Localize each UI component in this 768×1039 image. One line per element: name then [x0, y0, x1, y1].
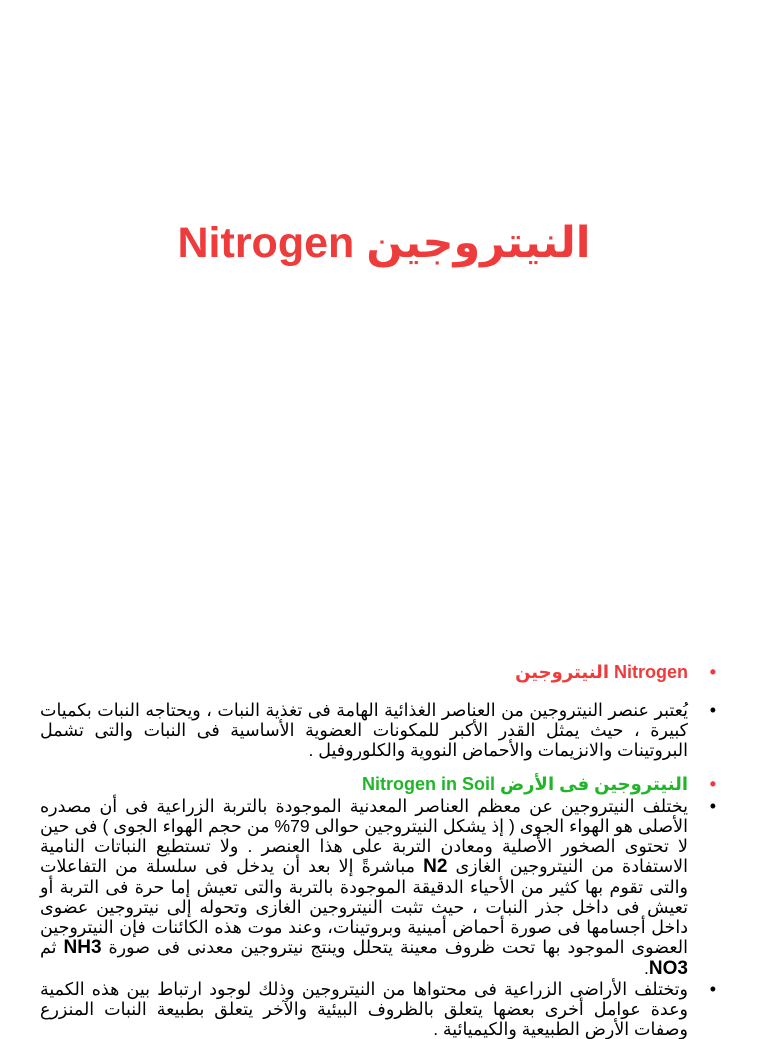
list-item [40, 796, 728, 979]
heading-nitrogen: Nitrogen النيتروجين [515, 662, 688, 682]
bullet-dot: • [709, 796, 716, 816]
paragraph-soil-end: . [644, 958, 649, 978]
list-item [40, 774, 728, 794]
slide-title: Nitrogen النيتروجين [177, 219, 591, 267]
list-item [40, 662, 728, 682]
bullet-dot: • [709, 979, 716, 999]
list-item [40, 700, 728, 760]
bullet-dot: • [709, 774, 716, 794]
paragraph-soil-part-c: ثم [40, 937, 57, 957]
heading-nitrogen-in-soil: النيتروجين فى الأرض Nitrogen in Soil [361, 774, 688, 794]
list-item [40, 979, 728, 1039]
bullet-list [40, 662, 728, 1039]
paragraph-soil-part-b: مباشرةً إلا بعد أن يدخل فى سلسلة من التفاعلات والتى تقوم بها كثير من الأحياء الدقيقة الموجودة بالتربة والتى تعيش إما حرة فى التربة أو تعيش فى داخل جذر النبات ، حيث تثبت النيتروجين الغازى وتحوله إلى نيتروجين عضوى داخل أجسامها فى صورة أحماض أمينية وبروتينات، وعند موت هذه الكائنات فإن النيتروجين العضوى الموجود بها تحت ظروف معينة يتحلل وينتج نيتروجين معدنى فى صورة [40, 856, 688, 957]
bullet-dot: • [709, 700, 716, 720]
formula-n2: N2 [423, 856, 448, 877]
formula-no3: NO3 [648, 958, 688, 979]
paragraph-importance: يُعتبر عنصر النيتروجين من العناصر الغذائية الهامة فى تغذية النبات ، ويحتاجه النبات بكميات كبيرة ، حيث يمثل القدر الأكبر للمكونات العضوية الأساسية فى النبات والتى تشمل البروتينات والانزيمات والأحماض النووية والكلوروفيل . [40, 700, 688, 760]
paragraph-soil-part-a: يختلف النيتروجين عن معظم العناصر المعدنية الموجودة بالتربة الزراعية فى أن مصدره الأصلى هو الهواء الجوى ( إذ يشكل النيتروجين حوالى 79% من حجم الهواء الجوى ) فى حين لا تحتوى الصخور الأصلية ومعادن التربة على هذا العنصر . ولا تستطيع النباتات النامية الاستفادة من النيتروجين الغازى [40, 796, 688, 876]
bullet-dot: • [709, 662, 716, 682]
formula-nh3: NH3 [63, 937, 102, 958]
paragraph-soil-content: وتختلف الأراضى الزراعية فى محتواها من النيتروجين وذلك لوجود ارتباط بين هذه الكمية وعدة عوامل أخرى بعضها يتعلق بالظروف البيئية والآخر يتعلق بطبيعة النبات المنزرع وصفات الأرض الطبيعية والكيميائية . [40, 979, 688, 1039]
